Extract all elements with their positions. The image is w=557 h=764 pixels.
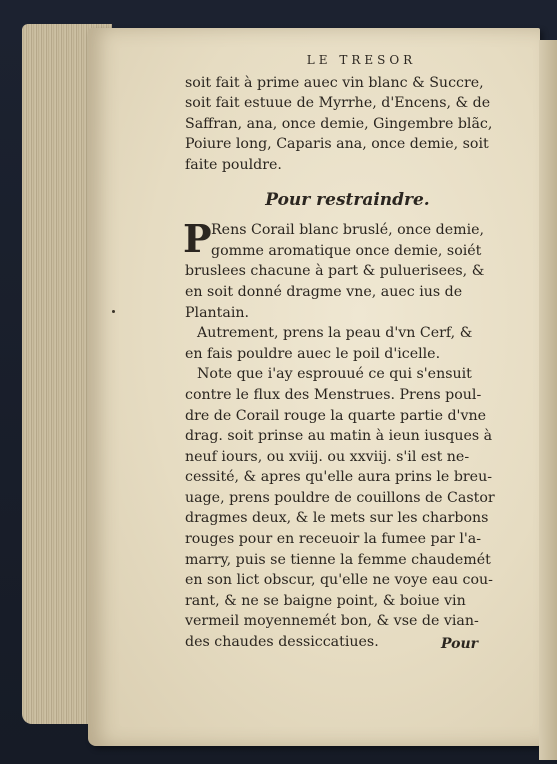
text-line: gomme aromatique once demie, soiét [211, 242, 482, 259]
text-line: neuf iours, ou xviij. ou xxviij. s'il est ne- [185, 448, 470, 465]
text-line: Poiure long, Caparis ana, once demie, soit [185, 136, 489, 153]
text-line: Saffran, ana, once demie, Gingembre blãc, [185, 115, 493, 132]
text-line: soit fait à prime auec vin blanc & Succre, [185, 74, 484, 91]
text-line-content: Rens Corail blanc bruslé, once demie, [211, 222, 485, 239]
text-line: uage, prens pouldre de couillons de Castor [185, 489, 495, 506]
text-line: dre de Corail rouge la quarte partie d'vne [185, 407, 486, 424]
text-line: en fais pouldre auec le poil d'icelle. [185, 345, 441, 362]
text-line: Plantain. [185, 304, 250, 321]
catchword: Pour [441, 636, 479, 652]
paragraph-2 [185, 323, 510, 364]
page-text [185, 50, 510, 653]
text-line: dragmes deux, & le mets sur les charbons [185, 510, 489, 527]
text-line: en son lict obscur, qu'elle ne voye eau cou- [185, 572, 493, 589]
text-line: Note que i'ay esprouué ce qui s'ensuit [197, 366, 472, 383]
text-line: vermeil moyennemét bon, & vse de vian- [185, 613, 479, 630]
text-line: des chaudes dessiccatiues. [185, 634, 379, 651]
text-line: drag. soit prinse au matin à ieun iusques à [185, 428, 493, 445]
ink-mark [112, 310, 115, 313]
paragraph-3 [185, 364, 510, 652]
top-paragraph [185, 73, 510, 176]
text-line: bruslees chacune à part & puluerisees, & [185, 263, 485, 280]
text-line: en soit donné dragme vne, auec ius de [185, 283, 463, 300]
text-line: contre le flux des Menstrues. Prens poul- [185, 386, 482, 403]
section-heading: Pour restraindre. [265, 189, 430, 210]
text-line: cessité, & apres qu'elle aura prins le breu- [185, 469, 493, 486]
text-line: soit fait estuue de Myrrhe, d'Encens, & de [185, 95, 491, 112]
facing-page-edge [539, 40, 557, 760]
text-line: Autrement, prens la peau d'vn Cerf, & [197, 325, 473, 342]
text-line: rouges pour en receuoir la fumee par l'a- [185, 531, 482, 548]
drop-cap: P [183, 216, 212, 262]
text-line: faite pouldre. [185, 156, 282, 173]
text-line: marry, puis se tienne la femme chaudemét [185, 551, 491, 568]
text-line: rant, & ne se baigne point, & boiue vin [185, 592, 466, 609]
running-head: LE TRESOR [306, 53, 417, 67]
paragraph-1 [183, 216, 510, 323]
